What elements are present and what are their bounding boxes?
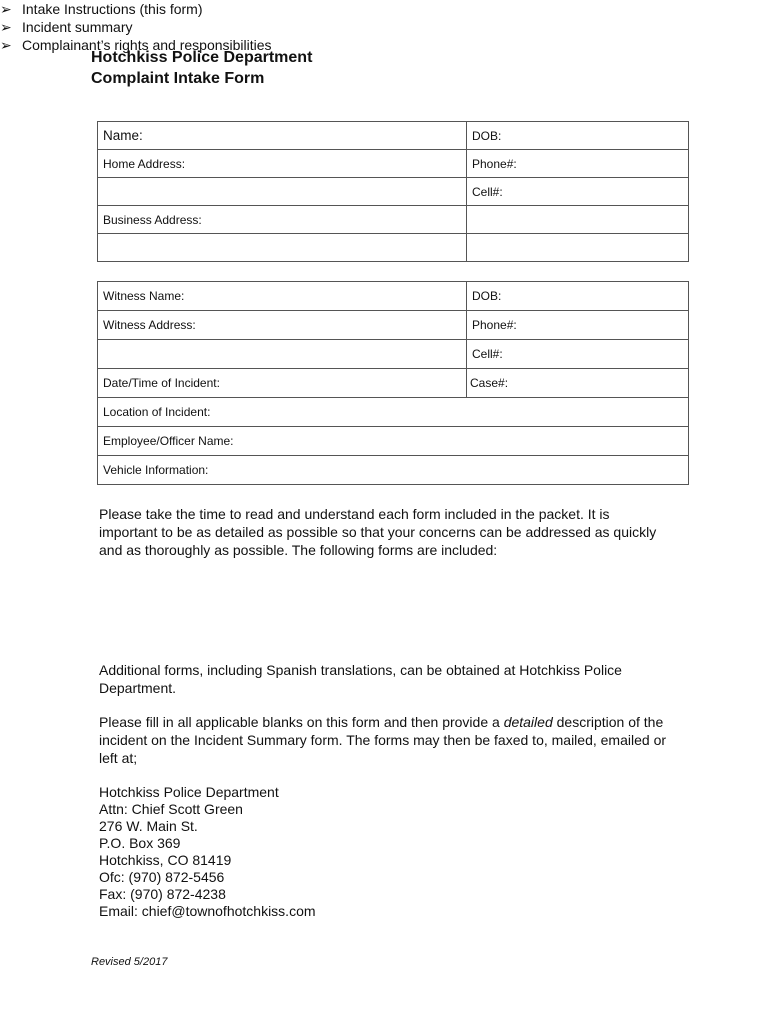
employee-officer-field[interactable]: Employee/Officer Name:	[98, 427, 689, 456]
contact-address-block	[99, 784, 669, 920]
vehicle-info-field[interactable]: Vehicle Information:	[98, 456, 689, 485]
attention-line: Attn: Chief Scott Green	[99, 801, 243, 817]
home-address-line2-field[interactable]	[98, 178, 467, 206]
cell-field[interactable]: Cell#:	[467, 178, 689, 206]
intro-paragraph: Please take the time to read and understand each form included in the packet. It is important to be as detailed as possible so that your concerns can be addressed as quickly and as thoroughly as possible. The following forms are included:	[99, 506, 657, 558]
witness-phone-field[interactable]: Phone#:	[467, 311, 689, 340]
witness-address-field[interactable]: Witness Address:	[98, 311, 467, 340]
phone-field[interactable]: Phone#:	[467, 150, 689, 178]
email-address[interactable]: Email: chief@townofhotchkiss.com	[99, 903, 316, 919]
blank-field[interactable]	[467, 234, 689, 262]
city-state-zip: Hotchkiss, CO 81419	[99, 852, 232, 868]
witness-address-line2-field[interactable]	[98, 340, 467, 369]
street-address: 276 W. Main St.	[99, 818, 198, 834]
fax-number: Fax: (970) 872-4238	[99, 886, 226, 902]
witness-dob-field[interactable]: DOB:	[467, 282, 689, 311]
list-item	[0, 0, 770, 18]
org-name: Hotchkiss Police Department	[99, 784, 279, 800]
office-phone: Ofc: (970) 872-5456	[99, 869, 225, 885]
revision-note: Revised 5/2017	[91, 956, 168, 968]
list-item-text: Incident summary	[22, 19, 133, 35]
location-field[interactable]: Location of Incident:	[98, 398, 689, 427]
date-time-field[interactable]: Date/Time of Incident:	[98, 369, 467, 398]
case-number-field[interactable]: Case#:	[467, 369, 689, 398]
arrow-bullet-icon: ➢	[0, 37, 12, 53]
witness-name-field[interactable]: Witness Name:	[98, 282, 467, 311]
business-address-field[interactable]: Business Address:	[98, 206, 467, 234]
po-box: P.O. Box 369	[99, 835, 181, 851]
list-item-text: Intake Instructions (this form)	[22, 1, 203, 17]
forms-list	[0, 0, 770, 54]
dob-field[interactable]: DOB:	[467, 122, 689, 150]
document-title: Hotchkiss Police Department	[91, 49, 313, 66]
instructions-text: Please fill in all applicable blanks on this form and then provide a	[99, 714, 504, 730]
arrow-bullet-icon: ➢	[0, 1, 12, 17]
name-field[interactable]: Name:	[98, 122, 467, 150]
complainant-info-table	[97, 121, 689, 262]
additional-forms-paragraph: Additional forms, including Spanish translations, can be obtained at Hotchkiss Police Department.	[99, 662, 622, 696]
instructions-text: description of the incident on the Incident Summary form. The forms may then be faxed to, mailed, emailed or left at;	[99, 714, 667, 766]
instructions-paragraph	[99, 713, 669, 767]
arrow-bullet-icon: ➢	[0, 19, 12, 35]
blank-field[interactable]	[467, 206, 689, 234]
business-address-line2-field[interactable]	[98, 234, 467, 262]
witness-cell-field[interactable]: Cell#:	[467, 340, 689, 369]
list-item	[0, 18, 770, 36]
form-title: Complaint Intake Form	[91, 70, 265, 87]
list-item-text: Complainant’s rights and responsibilities	[22, 37, 272, 53]
emphasis-text: detailed	[503, 714, 553, 730]
home-address-field[interactable]: Home Address:	[98, 150, 467, 178]
incident-info-table	[97, 281, 689, 485]
